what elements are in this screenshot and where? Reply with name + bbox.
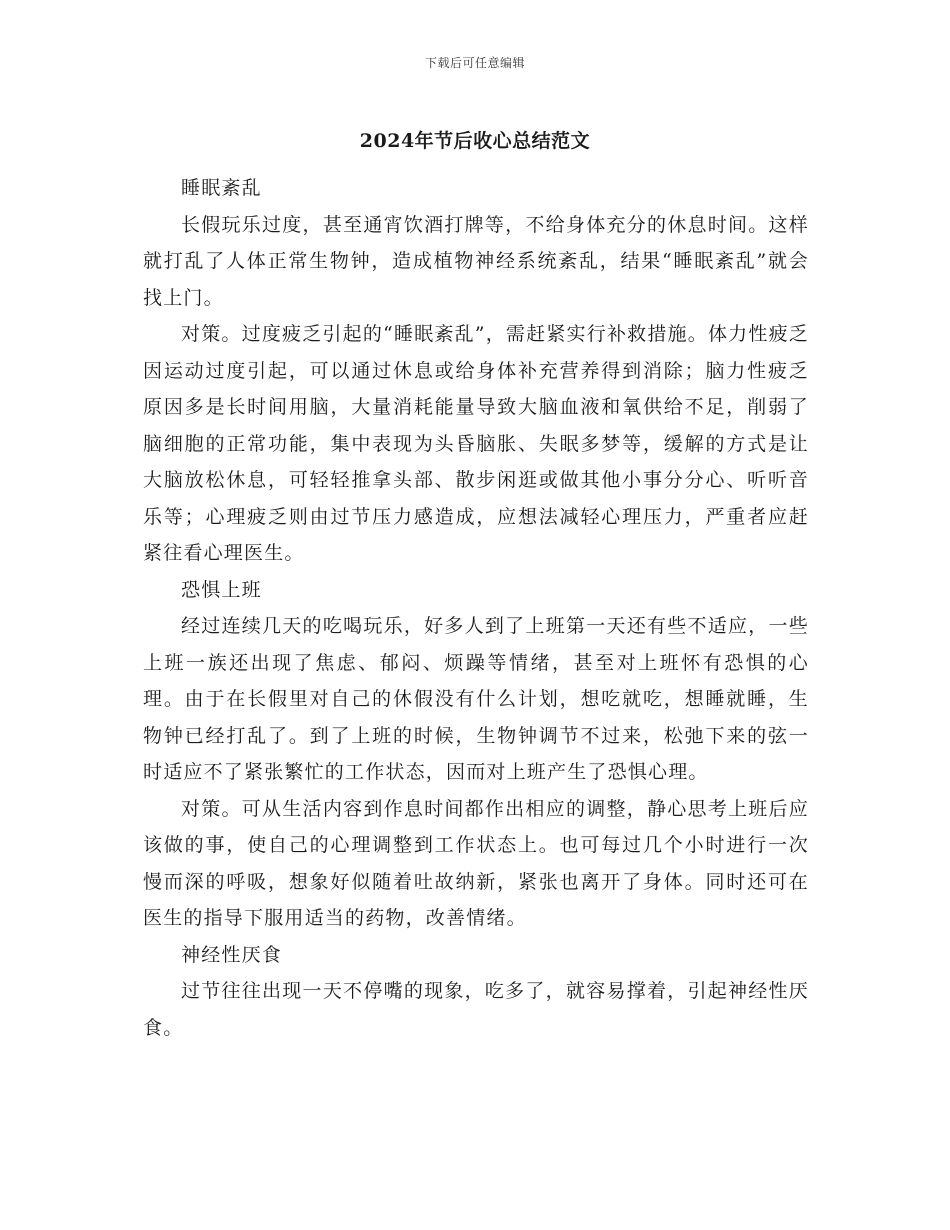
header-note: 下载后可任意编辑 (424, 56, 525, 70)
section-heading-sleep: 睡眠紊乱 (181, 177, 262, 199)
paragraph: 过节往往出现一天不停嘴的现象，吃多了，就容易撑着，引起神经性厌食。 (143, 980, 809, 1039)
section-heading-anorexia: 神经性厌食 (181, 943, 283, 966)
document-body (143, 170, 809, 1046)
section-heading-work-fear: 恐惧上班 (181, 578, 262, 601)
paragraph: 对策。可从生活内容到作息时间都作出相应的调整，静心思考上班后应该做的事，使自己的心理调整到工作状态上。也可每过几个小时进行一次慢而深的呼吸，想象好似随着吐故纳新，紧张也离开了身体。同时还可在医生的指导下服用适当的药物，改善情绪。 (143, 797, 809, 929)
paragraph: 经过连续几天的吃喝玩乐，好多人到了上班第一天还有些不适应，一些上班一族还出现了焦虑、郁闷、烦躁等情绪，甚至对上班怀有恐惧的心理。由于在长假里对自己的休假没有什么计划，想吃就吃，想睡就睡，生物钟已经打乱了。到了上班的时候，生物钟调节不过来，松弛下来的弦一时适应不了紧张繁忙的工作状态，因而对上班产生了恐惧心理。 (143, 615, 809, 783)
paragraph: 对策。过度疲乏引起的“睡眠紊乱”，需赶紧实行补救措施。体力性疲乏因运动过度引起，可以通过休息或给身体补充营养得到消除；脑力性疲乏原因多是长时间用脑，大量消耗能量导致大脑血液和氧供给不足，削弱了脑细胞的正常功能，集中表现为头昏脑胀、失眠多梦等，缓解的方式是让大脑放松休息，可轻轻推拿头部、散步闲逛或做其他小事分分心、听听音乐等；心理疲乏则由过节压力感造成，应想法减轻心理压力，严重者应赶紧往看心理医生。 (143, 323, 809, 564)
document-title: 2024年节后收心总结范文 (359, 130, 591, 152)
paragraph: 长假玩乐过度，甚至通宵饮酒打牌等，不给身体充分的休息时间。这样就打乱了人体正常生物钟，造成植物神经系统紊乱，结果“睡眠紊乱”就会找上门。 (143, 213, 809, 309)
